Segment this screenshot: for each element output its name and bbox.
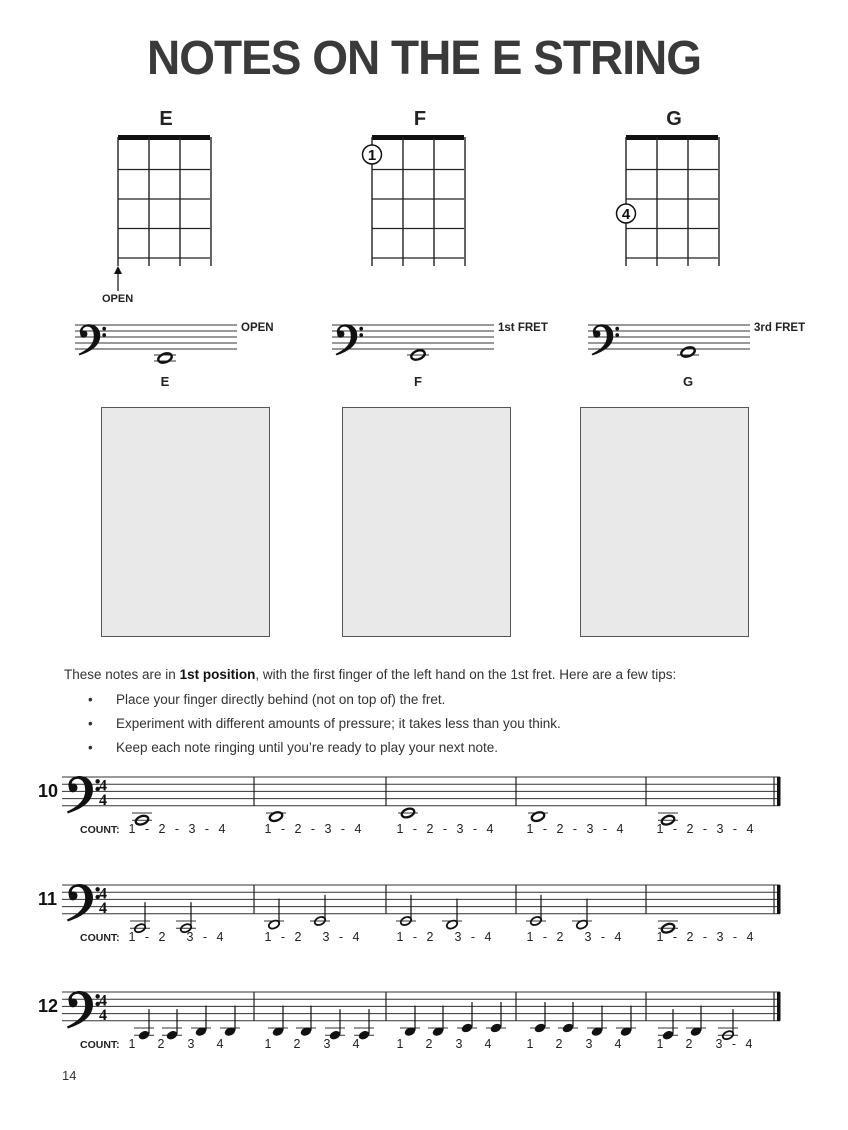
final-barline-thick (777, 992, 781, 1021)
count-mark: - (672, 930, 678, 944)
staff-position-label: 3rd FRET (754, 322, 806, 334)
count-mark: 2 (426, 822, 434, 836)
bullet-icon: • (88, 692, 93, 707)
count-mark: - (412, 822, 418, 836)
clef-dot (102, 333, 106, 337)
staff-position-label: 1st FRET (498, 322, 548, 334)
count-mark: 3 (584, 930, 592, 944)
count-mark: 3 (455, 1037, 463, 1051)
count-mark: 2 (686, 930, 694, 944)
count-mark: 4 (746, 822, 754, 836)
count-mark: 2 (685, 1037, 693, 1051)
count-mark: 4 (216, 930, 224, 944)
clef-body (592, 324, 614, 355)
arrow-up-icon (112, 266, 124, 292)
count-mark: - (572, 822, 578, 836)
count-mark: - (600, 930, 606, 944)
count-mark: 2 (158, 930, 166, 944)
note-staff (75, 322, 240, 372)
count-mark: 1 (264, 822, 272, 836)
count-mark: - (202, 930, 208, 944)
tip-text: Experiment with different amounts of pressure; it takes less than you think. (116, 716, 561, 731)
count-mark: 2 (556, 822, 564, 836)
final-barline-thick (777, 885, 781, 914)
bass-clef-icon (67, 776, 100, 813)
count-mark: 1 (526, 1037, 534, 1051)
staff-position-label: OPEN (241, 322, 274, 334)
count-mark: 3 (585, 1037, 593, 1051)
tip-item (88, 716, 561, 731)
fretboard-diagram (368, 132, 468, 267)
page-title: NOTES ON THE E STRING (146, 29, 702, 85)
tip-text: Place your finger directly behind (not on top of) the fret. (116, 692, 446, 707)
count-mark: - (280, 930, 286, 944)
bullet-icon: • (88, 740, 93, 755)
diagram-note-label: E (159, 108, 173, 130)
count-mark: 1 (264, 930, 272, 944)
count-mark: 1 (128, 822, 136, 836)
finger-number: 4 (621, 206, 631, 223)
count-mark: 3 (322, 930, 330, 944)
count-mark: 3 (454, 930, 462, 944)
count-mark: 4 (354, 822, 362, 836)
count-mark: 4 (484, 930, 492, 944)
finger-number: 1 (367, 147, 377, 164)
count-mark: 3 (323, 1037, 331, 1051)
intro-prefix: These notes are in (64, 667, 180, 682)
time-sig-top: 4 (99, 777, 107, 795)
count-mark: - (542, 822, 548, 836)
tip-item (88, 692, 445, 707)
count-mark: - (310, 822, 316, 836)
nut-bar (626, 135, 718, 140)
diagram-note-label: F (413, 108, 427, 130)
count-mark: 3 (715, 1037, 723, 1051)
count-mark: 2 (293, 1037, 301, 1051)
count-mark: 3 (187, 1037, 195, 1051)
count-mark: - (280, 822, 286, 836)
fretboard-diagram (622, 132, 722, 267)
staff-note-name: E (160, 374, 170, 389)
clef-body (67, 991, 93, 1028)
count-mark: 1 (526, 822, 534, 836)
count-mark: 2 (294, 822, 302, 836)
clef-body (336, 324, 358, 355)
diagram-note-label: G (666, 108, 682, 130)
count-mark: 4 (616, 822, 624, 836)
photo-open-e (101, 407, 270, 637)
count-mark: 1 (396, 1037, 404, 1051)
count-mark: 1 (128, 1037, 136, 1051)
count-mark: 1 (656, 822, 664, 836)
clef-dot (615, 333, 619, 337)
nut-bar (372, 135, 464, 140)
count-mark: - (412, 930, 418, 944)
count-mark: - (174, 822, 180, 836)
nut-bar (118, 135, 210, 140)
count-mark: 2 (686, 822, 694, 836)
note-staff (332, 322, 497, 372)
count-mark: 3 (186, 930, 194, 944)
count-mark: 1 (526, 930, 534, 944)
count-mark: 1 (264, 1037, 272, 1051)
count-mark: 3 (716, 930, 724, 944)
whole-note (269, 811, 284, 823)
intro-text (64, 667, 676, 682)
whole-note (157, 352, 173, 365)
intro-bold: 1st position (179, 667, 256, 682)
count-mark: 4 (486, 822, 494, 836)
intro-suffix: , with the first finger of the left hand on the 1st fret. Here are a few tips: (255, 667, 677, 682)
count-mark: 2 (158, 822, 166, 836)
count-mark: - (442, 822, 448, 836)
count-mark: 4 (614, 930, 622, 944)
time-sig-bottom: 4 (99, 791, 107, 809)
bullet-icon: • (88, 716, 93, 731)
clef-dot (359, 327, 363, 331)
photo-g-fret3 (580, 407, 749, 637)
count-mark: 3 (324, 822, 332, 836)
count-mark: - (542, 930, 548, 944)
tip-text: Keep each note ringing until you’re ready to play your next note. (116, 740, 498, 755)
time-sig-bottom: 4 (99, 899, 107, 917)
count-mark: 1 (656, 930, 664, 944)
count-mark: 4 (746, 930, 754, 944)
count-mark: 3 (716, 822, 724, 836)
exercise-number: 11 (38, 889, 58, 909)
bass-clef-icon (79, 324, 106, 355)
count-mark: 2 (294, 930, 302, 944)
count-mark: 3 (586, 822, 594, 836)
count-mark: - (672, 822, 678, 836)
clef-dot (359, 333, 363, 337)
whole-note (680, 346, 696, 359)
bass-clef-icon (67, 884, 100, 921)
staff-note-name: F (414, 374, 422, 389)
count-mark: 1 (128, 930, 136, 944)
count-mark: 4 (614, 1037, 622, 1051)
exercise-staff (62, 879, 790, 939)
exercise-staff (62, 771, 790, 831)
count-mark: 4 (218, 822, 226, 836)
bass-clef-icon (67, 991, 100, 1028)
tip-item (88, 740, 498, 755)
count-mark: 3 (456, 822, 464, 836)
time-sig-bottom: 4 (99, 1006, 107, 1024)
note-staff (588, 322, 753, 372)
time-sig-top: 4 (99, 992, 107, 1010)
clef-body (67, 884, 93, 921)
count-mark: 4 (352, 930, 360, 944)
count-mark: - (731, 1037, 737, 1051)
count-mark: - (204, 822, 210, 836)
staff-note-name: G (682, 374, 694, 389)
count-mark: - (340, 822, 346, 836)
bass-clef-icon (592, 324, 619, 355)
fretboard-diagram (114, 132, 214, 267)
count-mark: 2 (157, 1037, 165, 1051)
count-mark: 2 (555, 1037, 563, 1051)
count-mark: - (732, 822, 738, 836)
whole-note (531, 811, 546, 823)
count-label: COUNT: (80, 1039, 120, 1051)
bass-clef-icon (336, 324, 363, 355)
exercise-staff (62, 986, 790, 1046)
count-mark: 1 (396, 930, 404, 944)
count-mark: 4 (216, 1037, 224, 1051)
count-mark: - (602, 822, 608, 836)
count-mark: - (470, 930, 476, 944)
count-mark: 4 (745, 1037, 753, 1051)
arrow-head (114, 266, 122, 274)
count-mark: - (702, 822, 708, 836)
count-mark: - (338, 930, 344, 944)
time-sig-top: 4 (99, 885, 107, 903)
count-mark: 2 (426, 930, 434, 944)
count-mark: - (702, 930, 708, 944)
exercise-number: 10 (38, 781, 59, 801)
clef-dot (615, 327, 619, 331)
page-number: 14 (62, 1068, 77, 1083)
count-mark: 1 (396, 822, 404, 836)
count-mark: - (144, 930, 150, 944)
exercise-number: 12 (38, 996, 59, 1016)
clef-body (79, 324, 101, 355)
open-label: OPEN (102, 293, 134, 305)
count-mark: 2 (425, 1037, 433, 1051)
count-mark: 3 (188, 822, 196, 836)
photo-f-fret1 (342, 407, 511, 637)
count-mark: 2 (556, 930, 564, 944)
final-barline-thick (777, 777, 781, 806)
count-label: COUNT: (80, 824, 120, 836)
count-mark: - (472, 822, 478, 836)
count-mark: - (144, 822, 150, 836)
clef-body (67, 776, 93, 813)
count-label: COUNT: (80, 932, 120, 944)
count-mark: 4 (484, 1037, 492, 1051)
clef-dot (102, 327, 106, 331)
count-mark: - (732, 930, 738, 944)
count-mark: 4 (352, 1037, 360, 1051)
count-mark: 1 (656, 1037, 664, 1051)
